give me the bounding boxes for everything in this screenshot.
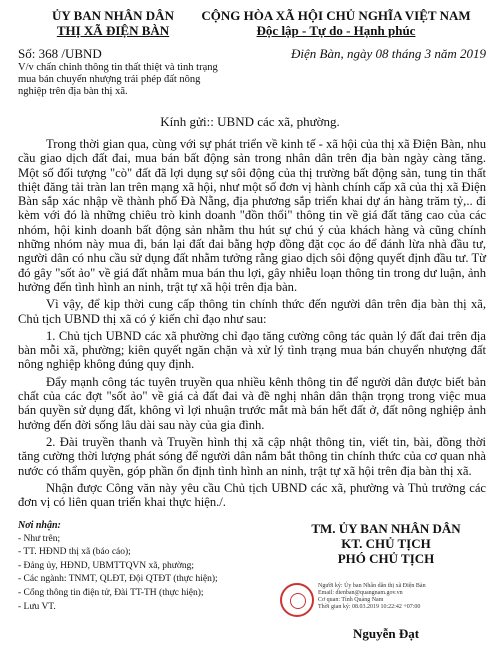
issuing-authority xyxy=(18,8,208,38)
org-name: ỦY BAN NHÂN DÂN xyxy=(52,8,174,23)
recipient-item: - Cổng thông tin điện tử, Đài TT-TH (thực hiện); xyxy=(18,587,204,598)
recipients-title: Nơi nhận: xyxy=(18,520,61,531)
recipients-block xyxy=(18,519,268,614)
document-subject: V/v chấn chỉnh thông tin thất thiệt và tình trạng mua bán chuyển nhượng trái phép đất nông nghiệp trên địa bàn thị xã. xyxy=(18,62,218,97)
signature-block xyxy=(286,519,486,642)
recipient-item: - Lưu VT. xyxy=(18,601,56,612)
recipient-item: - Các ngành: TNMT, QLĐT, Đội QTĐT (thực hiện); xyxy=(18,574,218,585)
document-number: Số: 368 /UBND xyxy=(18,46,102,61)
body-paragraph: Nhận được Công văn này yêu cầu Chủ tịch UBND các xã, phường và Thủ trưởng các đơn vị có liên quan triển khai thực hiện./. xyxy=(18,480,486,510)
body-paragraph: 2. Đài truyền thanh và Truyền hình thị xã cập nhật thông tin, viết tin, bài, đồng thời tăng cường thời lượng phát sóng để người dân nắm bắt thông tin chính thức của cơ quan nhà nước có thẩm quyền, góp phần ổn định tình hình an ninh, trật tự xã hội trên địa bàn thị xã. xyxy=(18,434,486,478)
signer-name: Nguyễn Đạt xyxy=(352,626,420,641)
nation-name: CỘNG HÒA XÃ HỘI CHỦ NGHĨA VIỆT NAM xyxy=(201,8,471,23)
recipient-item: - TT. HĐND thị xã (báo cáo); xyxy=(18,547,131,558)
body-paragraph: Đẩy mạnh công tác tuyên truyền qua nhiều kênh thông tin để người dân được biết bản chất của các đợt "sốt ảo" về giá cả đất đai và đề nghị nhân dân thận trọng trong việc mua bán quyền sử dụng đất, không vì lợi nhuận trước mắt mà bán hết đất ở, đất nông nghiệp ảnh hưởng đến đời sống lâu dài sau này của gia đình. xyxy=(18,374,486,432)
digital-signature-line: Người ký: Ủy ban Nhân dân thị xã Điện Bàn xyxy=(318,583,426,589)
recipient-item: - Như trên; xyxy=(18,533,61,544)
document-header xyxy=(18,8,486,68)
org-sub-name: THỊ XÃ ĐIỆN BÀN xyxy=(56,23,170,38)
salutation: Kính gửi:: UBND các xã, phường. xyxy=(160,114,340,129)
nation-motto: Độc lập - Tự do - Hạnh phúc xyxy=(256,23,416,38)
digital-signature-line: Cơ quan: Tỉnh Quảng Nam xyxy=(318,597,384,603)
digital-signature-line: Thời gian ký: 08.03.2019 10:22:42 +07:00 xyxy=(318,604,421,610)
recipient-item: - Đảng ủy, HĐND, UBMTTQVN xã, phường; xyxy=(18,560,195,571)
body-paragraph: 1. Chủ tịch UBND các xã phường chỉ đạo tăng cường công tác quản lý đất đai trên địa bàn mỗi xã, phường; kiên quyết ngăn chặn và xử lý tình trạng mua bán chuyển nhượng đất nông nghiệp không đúng quy định. xyxy=(18,328,486,372)
signer-org: TM. ỦY BAN NHÂN DÂN xyxy=(311,521,461,536)
signer-title: PHÓ CHỦ TỊCH xyxy=(337,551,435,566)
body-paragraph: Vì vậy, để kịp thời cung cấp thông tin chính thức đến người dân trên địa bàn thị xã, Chủ tịch UBND thị xã có ý kiến chỉ đạo như sau: xyxy=(18,297,486,326)
body-paragraph: Trong thời gian qua, cùng với sự phát triển về kinh tế - xã hội của thị xã Điện Bàn, nhu cầu giao dịch đất đai, mua bán bất động sản trong nhân dân trên địa bàn ngày càng tăng. Một số đối tượng "cò" đất đã lợi dụng sự sôi động của thị trường bất động sản, tung tin thất thiệt đăng tải tràn lan trên mạng xã hội, như một số đơn vị hành chính cấp xã của thị xã Điện Bàn sắp xác nhập về thành phố Đà Nẵng, địa phương sắp triển khai dự án hàng trăm tỷ,.. đi kèm với đó là những chiêu trò kinh doanh "đồn thổi" thông tin về giá đất tăng cao của các nhóm, hội kinh doanh bất động sản nhằm thu hút sự chú ý của khách hàng và cũng chính những nhóm này mua đi, bán lại đất đai bằng hợp đồng đặt cọc áo để đánh lừa nhà đầu tư, người dân có nhu cầu sử dụng đất nhằm tưởng rằng giao dịch sôi động quyết định đầu tư. Từ đó gây "sốt ảo" về giá đất nhằm mua bán thu lợi, gây nhiễu loạn thông tin trong dư luận, ảnh hưởng đến tình hình an ninh, trật tự xã hội trên địa bàn. xyxy=(18,137,486,294)
seal-icon xyxy=(280,583,314,617)
digital-signature-stamp xyxy=(280,583,486,617)
signer-role: KT. CHỦ TỊCH xyxy=(341,536,431,551)
digital-signature-text xyxy=(318,583,486,611)
place-date: Điện Bàn, ngày 08 tháng 3 năm 2019 xyxy=(291,46,486,61)
national-title xyxy=(186,8,486,38)
document-body xyxy=(18,137,486,512)
document-footer xyxy=(18,519,486,644)
digital-signature-line: Email: dienban@quangnam.gov.vn xyxy=(318,590,403,596)
